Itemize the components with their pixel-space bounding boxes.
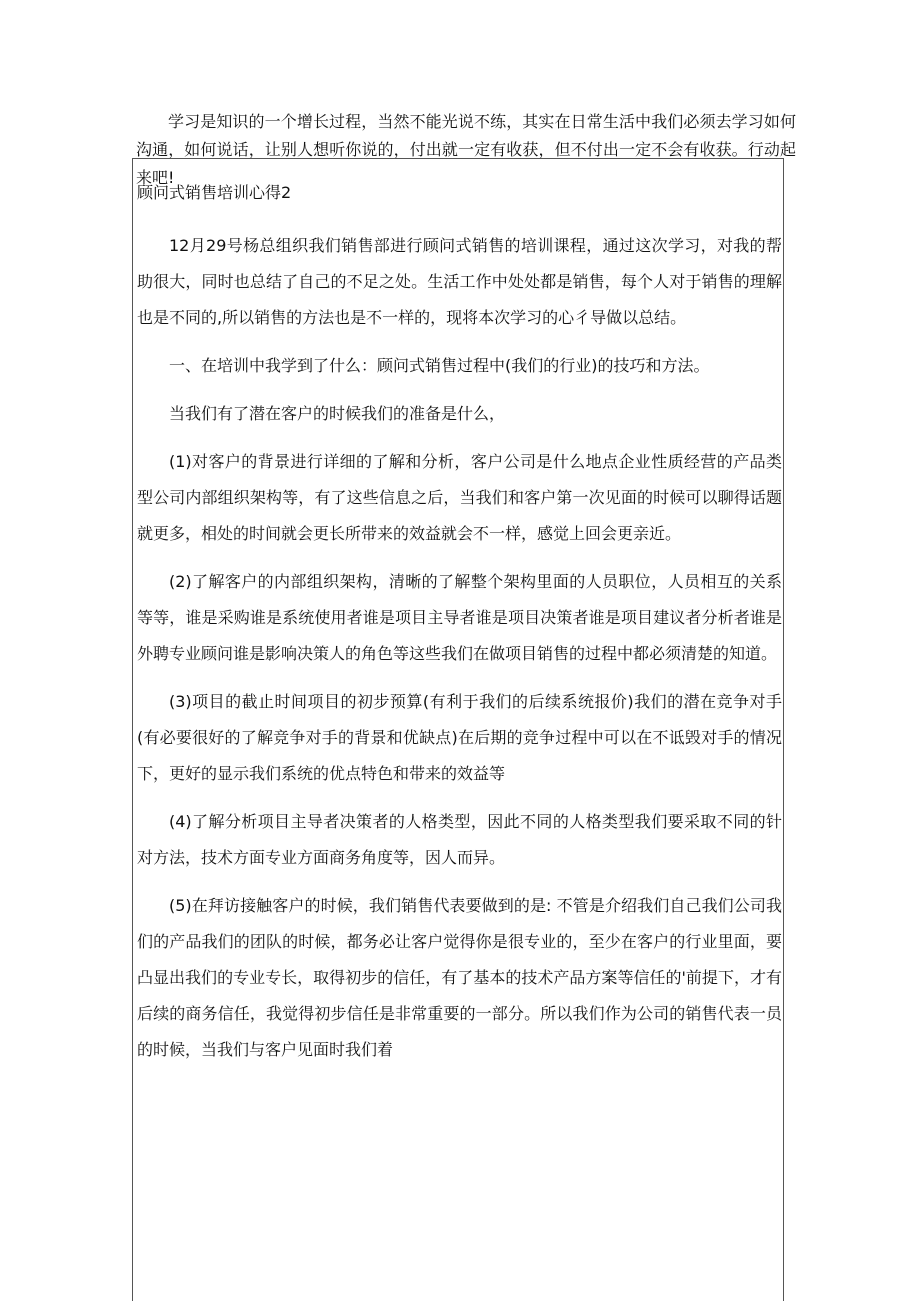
paragraph-point-4: (4)了解分析项目主导者决策者的人格类型，因此不同的人格类型我们要采取不同的针对方法，技术方面专业方面商务角度等，因人而异。 <box>137 812 782 867</box>
section-title: 顾问式销售培训心得2 <box>137 183 292 202</box>
paragraph-heading-one: 一、在培训中我学到了什么：顾问式销售过程中(我们的行业)的技巧和方法。 <box>169 356 710 375</box>
paragraph-point-3: (3)项目的截止时间项目的初步预算(有利于我们的后续系统报价)我们的潜在竞争对手(有必要很好的了解竞争对手的背景和优缺点)在后期的竞争过程中可以在不诋毁对手的情况下，更好的显示我们系统的优点特色和带来的效益等 <box>137 692 782 783</box>
paragraph-point-2: (2)了解客户的内部组织架构，清晰的了解整个架构里面的人员职位，人员相互的关系等等，谁是采购谁是系统使用者谁是项目主导者谁是项目决策者谁是项目建议者分析者谁是外聘专业顾问谁是影响决策人的角色等这些我们在做项目销售的过程中都必须清楚的知道。 <box>137 572 782 663</box>
paragraph-preparation: 当我们有了潜在客户的时候我们的准备是什么， <box>169 404 506 423</box>
paragraph-intro: 12月29号杨总组织我们销售部进行顾问式销售的培训课程，通过这次学习，对我的帮助很大，同时也总结了自己的不足之处。生活工作中处处都是销售，每个人对于销售的理解也是不同的,所以销售的方法也是不一样的，现将本次学习的心彳导做以总结。 <box>137 236 782 327</box>
document-body <box>137 180 782 1080</box>
paragraph-point-1: (1)对客户的背景进行详细的了解和分析，客户公司是什么地点企业性质经营的产品类型公司内部组织架构等，有了这些信息之后，当我们和客户第一次见面的时候可以聊得话题就更多，相处的时间就会更长所带来的效益就会不一样，感觉上回会更亲近。 <box>137 452 782 543</box>
intro-paragraph: 学习是知识的一个增长过程，当然不能光说不练，其实在日常生活中我们必须去学习如何沟通，如何说话，让别人想听你说的，付出就一定有收获，但不付出一定不会有收获。行动起来吧! <box>136 112 796 187</box>
paragraph-point-5: (5)在拜访接触客户的时候，我们销售代表要做到的是: 不管是介绍我们自己我们公司我们的产品我们的团队的时候，都务必让客户觉得你是很专业的，至少在客户的行业里面，要凸显出我们的专业专长，取得初步的信任，有了基本的技术产品方案等信任的'前提下，才有后续的商务信任，我觉得初步信任是非常重要的一部分。所以我们作为公司的销售代表一员的时候，当我们与客户见面时我们着 <box>137 896 782 1059</box>
